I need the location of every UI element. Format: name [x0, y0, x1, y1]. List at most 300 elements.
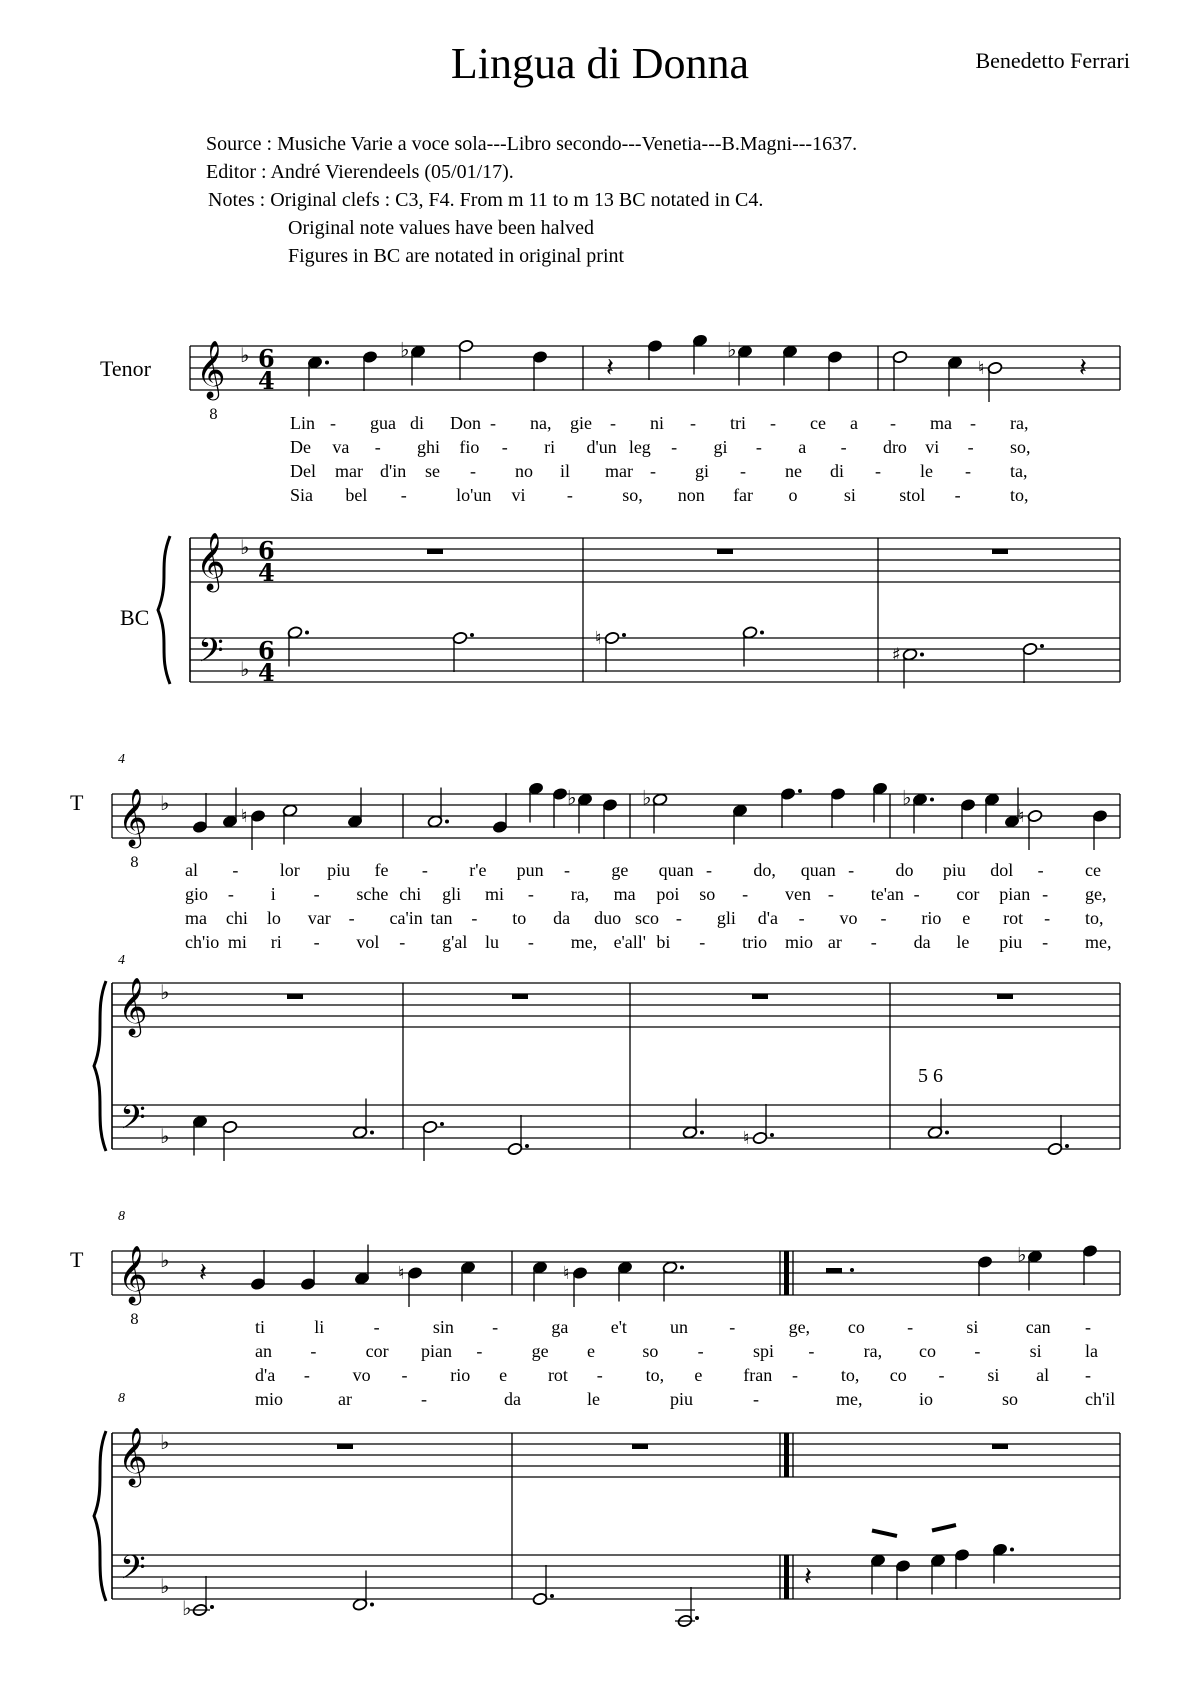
- lyric-syllable: ma: [613, 884, 636, 904]
- lyric-syllable: pun: [516, 860, 544, 880]
- lyric-syllable: ce: [1085, 860, 1101, 880]
- lyric-syllable: mar: [335, 461, 363, 481]
- lyric-syllable: si: [1029, 1341, 1042, 1361]
- lyric-syllable: lo: [266, 908, 281, 928]
- lyric-syllable: co: [919, 1341, 936, 1361]
- lyric-syllable: ni: [650, 413, 665, 433]
- lyric-syllable: vi: [511, 485, 526, 505]
- lyric-syllable: vo: [839, 908, 858, 928]
- quarter-rest: 𝄽: [199, 1258, 207, 1288]
- lyric-syllable: me,: [836, 1389, 863, 1409]
- quarter-rest: 𝄽: [606, 353, 614, 383]
- lyric-syllable: Sia: [290, 485, 314, 505]
- dot: [525, 1144, 529, 1148]
- lyric-syllable: si: [987, 1365, 1000, 1385]
- lyric-syllable: ar: [827, 932, 842, 952]
- lyric-syllable: dro: [882, 437, 907, 457]
- lyric-syllable: ge,: [1085, 884, 1107, 904]
- lyric-syllable: -: [373, 1317, 380, 1337]
- bass-clef: 𝄢: [120, 1099, 146, 1145]
- lyric-syllable: -: [740, 461, 746, 481]
- lyric-syllable: -: [596, 1365, 603, 1385]
- lyric-syllable: lor: [279, 860, 300, 880]
- lyric-syllable: al: [185, 860, 198, 880]
- treble-clef: 𝄞: [118, 977, 148, 1035]
- dot: [370, 1603, 374, 1607]
- lyric-syllable: no: [515, 461, 533, 481]
- key-signature-flat: ♭: [240, 343, 250, 367]
- natural-sign: ♮: [398, 1263, 405, 1284]
- measure-number: 8: [118, 1391, 125, 1406]
- lyric-syllable: ra,: [863, 1341, 883, 1361]
- lyric-syllable: le: [920, 461, 933, 481]
- dot: [470, 633, 474, 637]
- natural-sign: ♮: [743, 1128, 750, 1149]
- lyric-syllable: -: [501, 437, 508, 457]
- lyric-syllable: trio: [742, 932, 768, 952]
- lyric-syllable: li: [314, 1317, 325, 1337]
- lyric-syllable: -: [706, 860, 713, 880]
- lyric-syllable: -: [671, 437, 678, 457]
- lyric-syllable: do,: [753, 860, 776, 880]
- flat-sign: ♭: [727, 337, 737, 362]
- measure-number: 4: [118, 953, 125, 968]
- flat-sign: ♭: [1017, 1242, 1027, 1267]
- lyric-syllable: -: [400, 485, 407, 505]
- beam: [932, 1525, 956, 1531]
- tenor-label-short: T: [70, 1247, 84, 1272]
- whole-rest: [997, 994, 1013, 999]
- lyric-syllable: vol: [356, 932, 380, 952]
- repeat-thick-bar: [784, 1251, 789, 1295]
- lyric-syllable: ven: [785, 884, 811, 904]
- lyric-syllable: -: [1044, 908, 1051, 928]
- tenor-label: Tenor: [100, 356, 151, 381]
- lyric-syllable: al: [1036, 1365, 1050, 1385]
- brace: [158, 536, 170, 684]
- dot: [770, 1133, 774, 1137]
- lyric-syllable: non: [677, 485, 705, 505]
- lyric-syllable: -: [798, 908, 805, 928]
- lyric-syllable: co: [889, 1365, 907, 1385]
- bass-clef: 𝄢: [198, 632, 224, 678]
- time-signature-bottom: 4: [258, 366, 275, 395]
- lyric-syllable: to,: [645, 1365, 665, 1385]
- lyric-syllable: -: [840, 437, 847, 457]
- lyric-syllable: can: [1025, 1317, 1051, 1337]
- lyric-syllable: piu: [670, 1389, 694, 1409]
- lyric-syllable: so,: [1010, 437, 1031, 457]
- time-signature-top: 6: [258, 344, 275, 373]
- lyric-syllable: mar: [605, 461, 633, 481]
- lyric-syllable: d'in: [380, 461, 407, 481]
- lyric-syllable: ge,: [788, 1317, 811, 1337]
- natural-sign: ♮: [563, 1263, 570, 1284]
- editor-line: Editor : André Vierendeels (05/01/17).: [206, 161, 514, 183]
- whole-rest: [717, 549, 733, 554]
- lyric-syllable: io: [919, 1389, 934, 1409]
- lyric-syllable: ma: [930, 413, 952, 433]
- lyric-syllable: -: [470, 461, 476, 481]
- lyric-syllable: -: [527, 932, 534, 952]
- whole-rest: [512, 994, 528, 999]
- lyric-syllable: gi: [695, 461, 710, 481]
- lyric-syllable: le: [956, 932, 970, 952]
- lyric-syllable: bel: [345, 485, 368, 505]
- dot: [680, 1266, 684, 1270]
- lyric-syllable: -: [970, 413, 976, 433]
- lyric-syllable: da: [913, 932, 931, 952]
- natural-sign: ♮: [978, 358, 985, 379]
- lyric-syllable: i: [270, 884, 276, 904]
- lyric-syllable: d'un: [586, 437, 617, 457]
- lyric-syllable: da: [504, 1389, 521, 1409]
- measure-number: 8: [118, 1209, 125, 1224]
- whole-rest: [427, 549, 443, 554]
- lyric-syllable: -: [471, 908, 478, 928]
- title: Lingua di Donna: [450, 39, 750, 88]
- dot: [930, 798, 934, 802]
- treble-clef: 𝄞: [196, 340, 226, 398]
- lyric-syllable: -: [965, 461, 971, 481]
- lyric-syllable: rot: [1003, 908, 1024, 928]
- key-signature-flat: ♭: [160, 1574, 170, 1598]
- lyric-syllable: -: [729, 1317, 736, 1337]
- lyric-syllable: -: [1042, 932, 1049, 952]
- bc-label: BC: [120, 605, 150, 630]
- lyric-syllable: pian: [421, 1341, 452, 1361]
- lyric-syllable: -: [792, 1365, 799, 1385]
- lyric-syllable: se: [425, 461, 440, 481]
- dot: [370, 1131, 374, 1135]
- lyric-syllable: a: [798, 437, 807, 457]
- key-signature-flat: ♭: [160, 1124, 170, 1148]
- brace: [94, 1431, 106, 1601]
- lyric-syllable: ti: [255, 1317, 266, 1337]
- lyric-syllable: -: [1037, 860, 1044, 880]
- dot: [945, 1131, 949, 1135]
- time-signature-bottom: 4: [258, 558, 275, 587]
- lyric-syllable: ne: [785, 461, 802, 481]
- measure-number: 4: [118, 752, 125, 767]
- lyric-syllable: gli: [442, 884, 462, 904]
- lyric-syllable: lo'un: [456, 485, 492, 505]
- whole-rest: [632, 1444, 648, 1449]
- lyric-syllable: cor: [365, 1341, 389, 1361]
- sharp-sign: ♯: [892, 644, 901, 666]
- lyric-syllable: -: [827, 884, 834, 904]
- lyric-syllable: chi: [225, 908, 248, 928]
- lyric-syllable: spi: [753, 1341, 775, 1361]
- lyric-syllable: leg: [628, 437, 651, 457]
- lyric-syllable: -: [227, 884, 234, 904]
- octave-mark: 8: [130, 855, 139, 871]
- lyric-syllable: so: [699, 884, 716, 904]
- lyric-syllable: duo: [594, 908, 622, 928]
- dot: [798, 789, 802, 793]
- notes-line-3: Figures in BC are notated in original print: [288, 245, 625, 267]
- lyric-syllable: to,: [840, 1365, 860, 1385]
- natural-sign: ♮: [1018, 806, 1025, 827]
- lyric-syllable: -: [675, 908, 682, 928]
- lyric-syllable: so: [1002, 1389, 1019, 1409]
- dot: [695, 1616, 699, 1620]
- lyric-syllable: fio: [459, 437, 480, 457]
- lyric-syllable: mio: [255, 1389, 284, 1409]
- lyric-syllable: gua: [370, 413, 396, 433]
- lyric-syllable: d'a: [757, 908, 778, 928]
- lyric-syllable: -: [313, 932, 320, 952]
- lyric-syllable: -: [232, 860, 239, 880]
- lyric-syllable: -: [566, 485, 573, 505]
- lyric-syllable: -: [330, 413, 336, 433]
- lyric-syllable: e'all': [613, 932, 647, 952]
- treble-clef: 𝄞: [118, 1427, 148, 1485]
- lyric-syllable: to: [512, 908, 527, 928]
- repeat-thick-bar: [784, 1433, 789, 1477]
- lyric-syllable: quan: [658, 860, 694, 880]
- lyric-syllable: Don: [450, 413, 481, 433]
- lyric-syllable: rot: [547, 1365, 568, 1385]
- lyric-syllable: ca'in: [389, 908, 423, 928]
- octave-mark: 8: [130, 1312, 139, 1328]
- lyric-syllable: e: [587, 1341, 595, 1361]
- lyric-syllable: -: [492, 1317, 499, 1337]
- lyric-syllable: Lin: [290, 413, 315, 433]
- lyric-syllable: chi: [399, 884, 422, 904]
- lyric-syllable: fran: [743, 1365, 773, 1385]
- dot: [305, 631, 309, 635]
- half-rest: [826, 1268, 842, 1273]
- lyric-syllable: do: [895, 860, 914, 880]
- lyric-syllable: pian: [999, 884, 1031, 904]
- lyric-syllable: -: [880, 908, 887, 928]
- flat-sign: ♭: [567, 785, 577, 810]
- lyric-syllable: poi: [656, 884, 680, 904]
- dot: [325, 361, 329, 365]
- lyric-syllable: -: [690, 413, 696, 433]
- lyric-syllable: il: [560, 461, 571, 481]
- lyric-syllable: -: [1042, 884, 1049, 904]
- dot: [1040, 644, 1044, 648]
- lyric-syllable: -: [421, 860, 428, 880]
- lyric-syllable: rio: [450, 1365, 471, 1385]
- lyric-syllable: va: [332, 437, 350, 457]
- lyric-syllable: Del: [290, 461, 316, 481]
- lyric-syllable: piu: [327, 860, 351, 880]
- lyric-syllable: d'a: [255, 1365, 276, 1385]
- treble-clef: 𝄞: [118, 1245, 148, 1303]
- whole-rest: [752, 994, 768, 999]
- lyric-syllable: ta,: [1010, 461, 1028, 481]
- lyric-syllable: cor: [956, 884, 980, 904]
- lyric-syllable: -: [490, 413, 496, 433]
- source-line: Source : Musiche Varie a voce sola---Libro secondo---Venetia---B.Magni---1637.: [206, 133, 858, 155]
- lyric-syllable: an: [255, 1341, 272, 1361]
- lyric-syllable: ch'io: [185, 932, 220, 952]
- key-signature-flat: ♭: [160, 1430, 170, 1454]
- lyric-syllable: me,: [570, 932, 598, 952]
- dot: [1065, 1144, 1069, 1148]
- lyric-syllable: ge: [611, 860, 629, 880]
- lyric-syllable: quan: [800, 860, 836, 880]
- lyric-syllable: e: [499, 1365, 508, 1385]
- lyric-syllable: ri: [544, 437, 556, 457]
- key-signature-flat: ♭: [240, 657, 250, 681]
- whole-rest: [337, 1444, 353, 1449]
- repeat-thick-bar: [784, 1555, 789, 1599]
- lyric-syllable: ra,: [570, 884, 590, 904]
- lyric-syllable: ghi: [417, 437, 441, 457]
- lyric-syllable: sche: [356, 884, 389, 904]
- dot: [850, 1268, 854, 1272]
- figured-bass: 5 6: [918, 1065, 943, 1087]
- lyric-syllable: da: [553, 908, 571, 928]
- lyric-syllable: si: [843, 485, 856, 505]
- dot: [210, 1605, 214, 1609]
- lyric-syllable: e't: [610, 1317, 627, 1337]
- natural-sign: ♮: [241, 806, 248, 827]
- dot: [700, 1131, 704, 1135]
- notes-line-1: Notes : Original clefs : C3, F4. From m 11 to m 13 BC notated in C4.: [208, 189, 764, 211]
- lyric-syllable: tan: [430, 908, 453, 928]
- whole-rest: [992, 549, 1008, 554]
- lyric-syllable: -: [974, 1341, 981, 1361]
- lyric-syllable: vo: [352, 1365, 371, 1385]
- treble-clef: 𝄞: [196, 532, 226, 590]
- lyric-syllable: si: [966, 1317, 979, 1337]
- flat-sign: ♭: [902, 785, 912, 810]
- brace: [94, 981, 106, 1151]
- composer: Benedetto Ferrari: [975, 48, 1130, 73]
- lyric-syllable: r'e: [469, 860, 487, 880]
- lyric-syllable: e: [962, 908, 971, 928]
- lyric-syllable: -: [1085, 1365, 1091, 1385]
- lyric-syllable: -: [374, 437, 381, 457]
- lyric-syllable: -: [650, 461, 656, 481]
- dot: [445, 820, 449, 824]
- lyric-syllable: -: [421, 1389, 427, 1409]
- lyric-syllable: co: [847, 1317, 865, 1337]
- lyric-syllable: a: [850, 413, 858, 433]
- lyric-syllable: vi: [925, 437, 940, 457]
- lyric-syllable: di: [830, 461, 845, 481]
- lyric-syllable: dol: [990, 860, 1014, 880]
- dot: [920, 653, 924, 657]
- whole-rest: [287, 994, 303, 999]
- lyric-syllable: mio: [785, 932, 814, 952]
- lyric-syllable: piu: [942, 860, 966, 880]
- key-signature-flat: ♭: [160, 791, 170, 815]
- lyric-syllable: -: [313, 884, 320, 904]
- lyric-syllable: -: [938, 1365, 945, 1385]
- time-signature-top: 6: [258, 536, 275, 565]
- dot: [550, 1594, 554, 1598]
- lyric-syllable: -: [954, 485, 961, 505]
- tenor-label-short: T: [70, 790, 84, 815]
- lyric-syllable: me,: [1085, 932, 1112, 952]
- lyric-syllable: mi: [227, 932, 247, 952]
- lyric-syllable: -: [563, 860, 570, 880]
- lyric-syllable: g'al: [442, 932, 468, 952]
- lyric-syllable: ge: [531, 1341, 549, 1361]
- lyric-syllable: la: [1085, 1341, 1098, 1361]
- key-signature-flat: ♭: [160, 980, 170, 1004]
- lyric-syllable: -: [610, 413, 616, 433]
- lyric-syllable: -: [742, 884, 749, 904]
- lyric-syllable: sco: [635, 908, 659, 928]
- lyric-syllable: De: [290, 437, 311, 457]
- lyric-syllable: far: [733, 485, 754, 505]
- lyric-syllable: so,: [622, 485, 643, 505]
- dot: [440, 1122, 444, 1126]
- lyric-syllable: e: [694, 1365, 703, 1385]
- treble-clef: 𝄞: [118, 788, 148, 846]
- dot: [622, 633, 626, 637]
- lyric-syllable: ra,: [1010, 413, 1029, 433]
- lyric-syllable: bi: [656, 932, 671, 952]
- octave-mark: 8: [209, 407, 218, 423]
- lyric-syllable: un: [670, 1317, 688, 1337]
- lyric-syllable: -: [890, 413, 896, 433]
- lyric-syllable: di: [410, 413, 425, 433]
- beam: [872, 1531, 897, 1537]
- lyric-syllable: -: [875, 461, 881, 481]
- lyric-syllable: -: [753, 1389, 759, 1409]
- lyric-syllable: ch'il: [1085, 1389, 1116, 1409]
- lyric-syllable: to,: [1010, 485, 1029, 505]
- whole-rest: [992, 1444, 1008, 1449]
- lyric-syllable: le: [587, 1389, 600, 1409]
- lyric-syllable: var: [307, 908, 331, 928]
- lyric-syllable: -: [808, 1341, 815, 1361]
- dot: [760, 631, 764, 635]
- lyric-syllable: -: [401, 1365, 408, 1385]
- lyric-syllable: gi: [713, 437, 728, 457]
- lyric-syllable: to,: [1085, 908, 1104, 928]
- lyric-syllable: -: [907, 1317, 914, 1337]
- lyric-syllable: gli: [716, 908, 736, 928]
- lyric-syllable: te'an: [870, 884, 904, 904]
- lyric-syllable: -: [755, 437, 762, 457]
- lyric-syllable: -: [303, 1365, 310, 1385]
- lyric-syllable: -: [399, 932, 406, 952]
- time-signature-bottom: 4: [258, 658, 275, 687]
- lyric-syllable: fe: [374, 860, 389, 880]
- key-signature-flat: ♭: [240, 535, 250, 559]
- lyric-syllable: tri: [730, 413, 746, 433]
- flat-sign: ♭: [182, 1596, 192, 1620]
- lyric-syllable: -: [697, 1341, 704, 1361]
- lyric-syllable: mi: [485, 884, 505, 904]
- lyric-syllable: ri: [270, 932, 282, 952]
- dot: [1010, 1548, 1014, 1552]
- lyric-syllable: -: [1085, 1317, 1091, 1337]
- lyric-syllable: -: [476, 1341, 483, 1361]
- lyric-syllable: -: [770, 413, 776, 433]
- lyric-syllable: ga: [551, 1317, 569, 1337]
- lyric-syllable: -: [310, 1341, 317, 1361]
- lyric-syllable: so: [642, 1341, 659, 1361]
- time-signature-top: 6: [258, 636, 275, 665]
- flat-sign: ♭: [642, 785, 652, 810]
- lyric-syllable: rio: [921, 908, 942, 928]
- lyric-syllable: -: [913, 884, 920, 904]
- lyric-syllable: -: [527, 884, 534, 904]
- lyric-syllable: lu: [485, 932, 500, 952]
- lyric-syllable: na,: [530, 413, 552, 433]
- lyric-syllable: ce: [810, 413, 826, 433]
